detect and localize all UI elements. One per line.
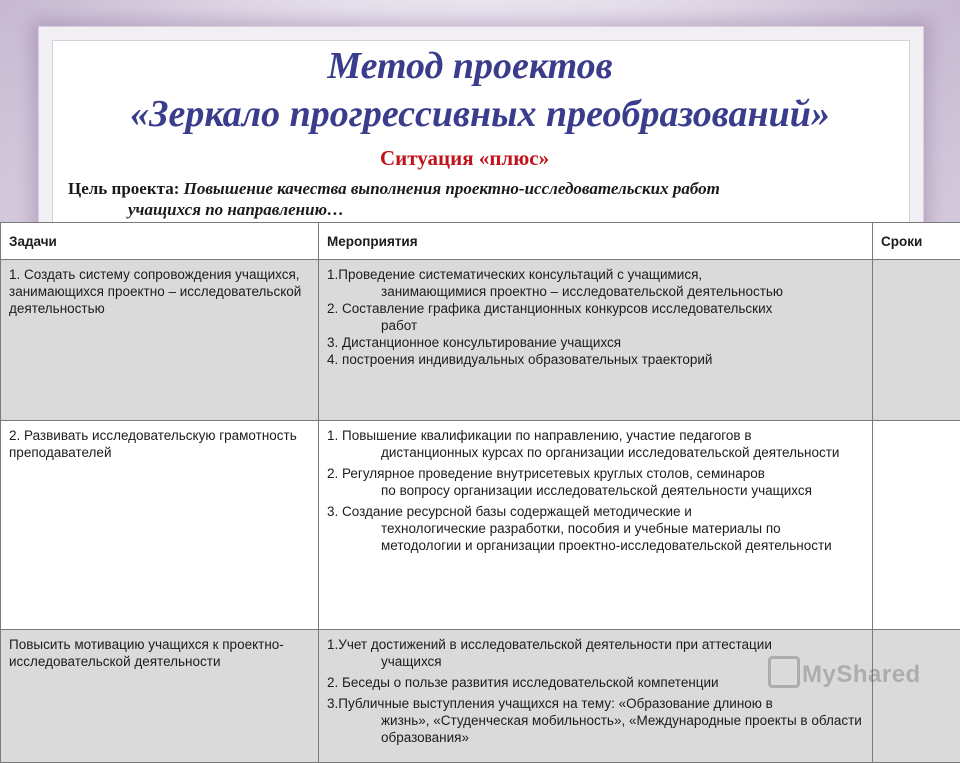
activity-first-line: 3.Публичные выступления учащихся на тему: «Образование длиною в <box>327 696 773 711</box>
task-cell: 1. Создать систему сопровождения учащихся, занимающихся проектно – исследовательской деятельностью <box>1 260 319 421</box>
table-row <box>1 630 960 763</box>
activity-item <box>327 300 864 334</box>
activity-item <box>327 465 864 499</box>
activity-first-line: 2. Составление графика дистанционных конкурсов исследовательских <box>327 301 772 316</box>
deadline-cell <box>873 260 960 421</box>
goal-text-line2: учащихся по направлению… <box>68 199 898 220</box>
activities-cell <box>319 421 873 630</box>
activity-first-line: 1.Проведение систематических консультаций с учащимися, <box>327 267 702 282</box>
activity-continuation: дистанционных курсах по организации исследовательской деятельности <box>327 444 864 461</box>
activity-first-line: 3. Создание ресурсной базы содержащей методические и <box>327 504 692 519</box>
activities-cell <box>319 630 873 763</box>
activity-item <box>327 503 864 554</box>
situation-label: Ситуация «плюс» <box>380 146 549 171</box>
task-cell: 2. Развивать исследовательскую грамотность преподавателей <box>1 421 319 630</box>
activity-first-line: 3. Дистанционное консультирование учащихся <box>327 335 621 350</box>
header-tasks: Задачи <box>1 223 319 260</box>
activity-first-line: 2. Беседы о пользе развития исследовательской компетенции <box>327 675 719 690</box>
activities-cell <box>319 260 873 421</box>
deadline-cell <box>873 630 960 763</box>
task-cell: Повысить мотивацию учащихся к проектно-исследовательской деятельности <box>1 630 319 763</box>
activity-item <box>327 266 864 300</box>
header-activities: Мероприятия <box>319 223 873 260</box>
activity-continuation: технологические разработки, пособия и учебные материалы по методологии и организации проектно-исследовательской деятельности <box>327 520 864 554</box>
goal-text-line1: Повышение качества выполнения проектно-исследовательских работ <box>184 179 720 198</box>
activity-continuation: учащихся <box>327 653 864 670</box>
activity-continuation: по вопросу организации исследовательской деятельности учащихся <box>327 482 864 499</box>
table-row <box>1 260 960 421</box>
header-deadlines: Сроки <box>873 223 960 260</box>
activity-first-line: 4. построения индивидуальных образовательных траекторий <box>327 352 712 367</box>
activity-first-line: 2. Регулярное проведение внутрисетевых круглых столов, семинаров <box>327 466 765 481</box>
watermark-text: MyShared <box>802 661 921 688</box>
activity-continuation: жизнь», «Студенческая мобильность», «Международные проекты в области образования» <box>327 712 864 746</box>
goal-label: Цель проекта: <box>68 179 179 198</box>
activity-first-line: 1. Повышение квалификации по направлению, участие педагогов в <box>327 428 752 443</box>
activity-item <box>327 695 864 746</box>
watermark-logo-icon <box>768 656 800 688</box>
slide-subtitle: «Зеркало прогрессивных преобразований» <box>0 92 960 136</box>
activity-continuation: занимающимися проектно – исследовательской деятельностью <box>327 283 864 300</box>
slide-title: Метод проектов <box>0 44 950 88</box>
table-row <box>1 421 960 630</box>
activity-continuation: работ <box>327 317 864 334</box>
activity-item <box>327 334 864 351</box>
table-header-row <box>1 223 960 260</box>
deadline-cell <box>873 421 960 630</box>
activity-item <box>327 427 864 461</box>
watermark <box>768 656 921 689</box>
activity-first-line: 1.Учет достижений в исследовательской деятельности при аттестации <box>327 637 772 652</box>
activity-item <box>327 351 864 368</box>
project-goal <box>68 178 898 220</box>
